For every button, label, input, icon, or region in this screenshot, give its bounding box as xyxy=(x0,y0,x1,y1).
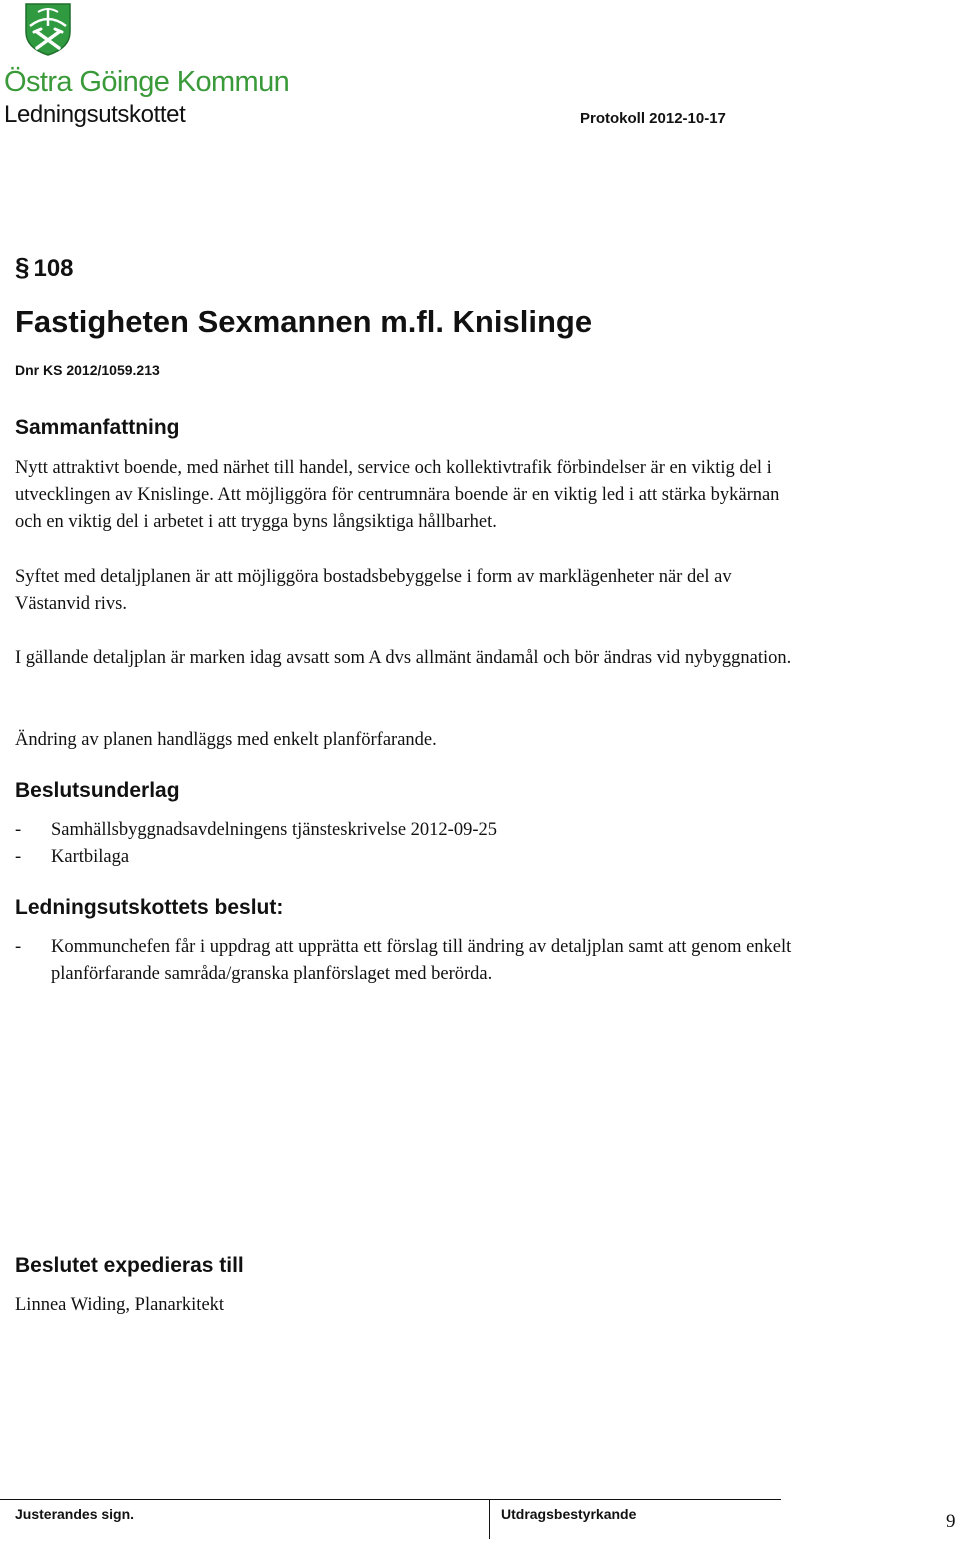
list-item xyxy=(15,844,805,871)
list-dash: - xyxy=(15,937,22,957)
summary-paragraph-1: Nytt attraktivt boende, med närhet till handel, service och kollektivtrafik förbindelser är en viktig del i utvecklingen av Knislinge. Att möjliggöra för centrumnära boende är en viktig led i att stärka bykärnan och en viktig del i arbetet i att trygga byns långsiktiga hållbarhet. xyxy=(15,458,780,532)
committee-name: Ledningsutskottet xyxy=(4,101,186,128)
summary-paragraph-4: Ändring av planen handläggs med enkelt planförfarande. xyxy=(15,730,437,750)
organization-name: Östra Göinge Kommun xyxy=(4,66,290,98)
decision-basis-heading: Beslutsunderlag xyxy=(15,779,180,802)
footer-divider xyxy=(0,1499,781,1500)
dispatch-recipient: Linnea Widing, Planarkitekt xyxy=(15,1295,225,1315)
document-title: Fastigheten Sexmannen m.fl. Knislinge xyxy=(15,304,593,339)
section-number-value: 108 xyxy=(33,255,74,282)
decision-heading: Ledningsutskottets beslut: xyxy=(15,896,284,919)
dispatch-heading: Beslutet expedieras till xyxy=(15,1254,244,1277)
list-dash: - xyxy=(15,847,22,867)
page-number: 9 xyxy=(946,1511,956,1532)
footer-signature-label: Justerandes sign. xyxy=(15,1506,135,1522)
summary-heading: Sammanfattning xyxy=(15,416,180,439)
summary-paragraph-3: I gällande detaljplan är marken idag avsatt som A dvs allmänt ändamål och bör ändras vid nybyggnation. xyxy=(15,648,792,668)
paragraph-symbol: § xyxy=(15,252,30,282)
list-item xyxy=(15,817,805,844)
municipality-logo-icon xyxy=(24,2,72,56)
list-item-text: Kartbilaga xyxy=(51,847,130,867)
section-number xyxy=(15,252,74,283)
registration-number: Dnr KS 2012/1059.213 xyxy=(15,362,160,378)
list-dash: - xyxy=(15,820,22,840)
summary-paragraph-2: Syftet med detaljplanen är att möjliggöra bostadsbebyggelse i form av marklägenheter när del av Västanvid rivs. xyxy=(15,567,732,614)
list-item xyxy=(15,934,805,988)
footer-certification-label: Utdragsbestyrkande xyxy=(501,1506,637,1522)
list-item-text: Samhällsbyggnadsavdelningens tjänsteskrivelse 2012-09-25 xyxy=(51,820,497,840)
footer-column-divider xyxy=(489,1500,490,1539)
protocol-date: Protokoll 2012-10-17 xyxy=(580,110,726,127)
list-item-text: Kommunchefen får i uppdrag att upprätta ett förslag till ändring av detaljplan samt att genom enkelt planförfarande samråda/granska planförslaget med berörda. xyxy=(51,937,792,984)
